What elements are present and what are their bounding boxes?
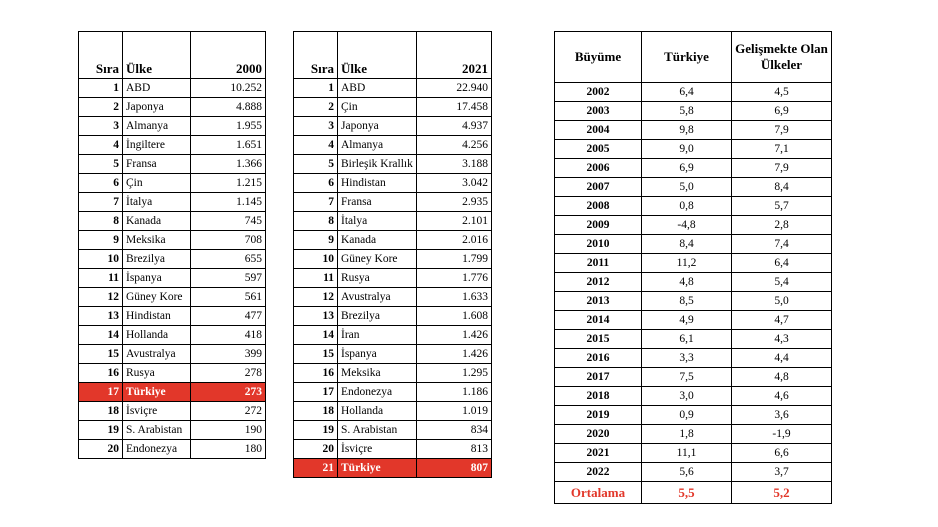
table-row	[79, 155, 266, 174]
turkey-growth-cell: 6,9	[642, 159, 732, 178]
country-cell: Hindistan	[338, 174, 417, 193]
average-developing: 5,2	[732, 482, 832, 504]
table-row	[294, 307, 492, 326]
rank-cell: 17	[79, 383, 123, 402]
country-cell: Güney Kore	[123, 288, 191, 307]
country-cell: Japonya	[338, 117, 417, 136]
country-cell: Fransa	[123, 155, 191, 174]
country-cell: Kanada	[123, 212, 191, 231]
column-header-growth: Büyüme	[555, 32, 642, 83]
country-cell: Rusya	[123, 364, 191, 383]
table-row	[294, 98, 492, 117]
table-row	[555, 368, 832, 387]
year-cell: 2006	[555, 159, 642, 178]
developing-growth-cell: 4,8	[732, 368, 832, 387]
table-row	[79, 231, 266, 250]
developing-growth-cell: 4,3	[732, 330, 832, 349]
value-cell: 834	[417, 421, 492, 440]
rank-cell: 11	[294, 269, 338, 288]
average-turkey: 5,5	[642, 482, 732, 504]
rank-cell: 20	[79, 440, 123, 459]
table-row	[294, 193, 492, 212]
year-cell: 2017	[555, 368, 642, 387]
rank-cell: 18	[79, 402, 123, 421]
developing-growth-cell: 5,0	[732, 292, 832, 311]
rank-cell: 5	[294, 155, 338, 174]
value-cell: 1.186	[417, 383, 492, 402]
value-cell: 1.776	[417, 269, 492, 288]
table-row	[294, 364, 492, 383]
rank-cell: 6	[79, 174, 123, 193]
rank-cell: 8	[294, 212, 338, 231]
table-row	[555, 216, 832, 235]
table-row	[294, 345, 492, 364]
value-cell: 708	[191, 231, 266, 250]
rank-cell: 10	[294, 250, 338, 269]
value-cell: 180	[191, 440, 266, 459]
country-cell: ABD	[123, 79, 191, 98]
value-cell: 4.937	[417, 117, 492, 136]
value-cell: 655	[191, 250, 266, 269]
value-cell: 4.256	[417, 136, 492, 155]
turkey-growth-cell: 6,1	[642, 330, 732, 349]
turkey-growth-cell: 3,3	[642, 349, 732, 368]
year-cell: 2011	[555, 254, 642, 273]
turkey-growth-cell: 5,8	[642, 102, 732, 121]
table-row	[79, 269, 266, 288]
value-cell: 273	[191, 383, 266, 402]
year-cell: 2020	[555, 425, 642, 444]
rank-cell: 18	[294, 402, 338, 421]
turkey-growth-cell: 8,5	[642, 292, 732, 311]
year-cell: 2004	[555, 121, 642, 140]
table-row	[79, 117, 266, 136]
table-row	[555, 349, 832, 368]
table-row	[555, 83, 832, 102]
table-row	[79, 421, 266, 440]
year-cell: 2022	[555, 463, 642, 482]
rank-cell: 20	[294, 440, 338, 459]
table-row	[294, 250, 492, 269]
developing-growth-cell: 7,9	[732, 121, 832, 140]
developing-growth-cell: 5,4	[732, 273, 832, 292]
country-cell: Meksika	[338, 364, 417, 383]
value-cell: 1.145	[191, 193, 266, 212]
value-cell: 1.426	[417, 326, 492, 345]
rank-cell: 17	[294, 383, 338, 402]
table-row	[555, 292, 832, 311]
value-cell: 745	[191, 212, 266, 231]
rank-cell: 6	[294, 174, 338, 193]
turkey-growth-cell: 1,8	[642, 425, 732, 444]
country-cell: İran	[338, 326, 417, 345]
rank-cell: 2	[294, 98, 338, 117]
turkey-growth-cell: 4,8	[642, 273, 732, 292]
year-cell: 2015	[555, 330, 642, 349]
country-cell: Güney Kore	[338, 250, 417, 269]
country-cell: Brezilya	[123, 250, 191, 269]
rank-cell: 19	[294, 421, 338, 440]
header-row	[294, 32, 492, 79]
developing-growth-cell: 6,6	[732, 444, 832, 463]
rank-cell: 9	[79, 231, 123, 250]
turkey-growth-cell: 4,9	[642, 311, 732, 330]
table-row	[294, 79, 492, 98]
turkey-growth-cell: 9,0	[642, 140, 732, 159]
table-row	[79, 307, 266, 326]
rank-cell: 11	[79, 269, 123, 288]
country-cell: İsviçre	[123, 402, 191, 421]
table-row	[79, 402, 266, 421]
value-cell: 477	[191, 307, 266, 326]
table-row	[294, 231, 492, 250]
rank-cell: 12	[79, 288, 123, 307]
country-cell: S. Arabistan	[123, 421, 191, 440]
table-row	[294, 402, 492, 421]
developing-growth-cell: 7,4	[732, 235, 832, 254]
value-cell: 1.426	[417, 345, 492, 364]
table-row	[79, 98, 266, 117]
column-header-country: Ülke	[123, 32, 191, 79]
country-cell: İspanya	[338, 345, 417, 364]
year-cell: 2012	[555, 273, 642, 292]
rank-cell: 16	[79, 364, 123, 383]
value-cell: 1.215	[191, 174, 266, 193]
year-cell: 2010	[555, 235, 642, 254]
country-cell: Çin	[338, 98, 417, 117]
rank-cell: 12	[294, 288, 338, 307]
value-cell: 2.101	[417, 212, 492, 231]
table-row	[79, 288, 266, 307]
rank-cell: 7	[79, 193, 123, 212]
turkey-growth-cell: -4,8	[642, 216, 732, 235]
value-cell: 272	[191, 402, 266, 421]
year-cell: 2021	[555, 444, 642, 463]
turkey-growth-cell: 7,5	[642, 368, 732, 387]
table-row	[79, 440, 266, 459]
value-cell: 561	[191, 288, 266, 307]
table-row	[555, 406, 832, 425]
country-cell: Endonezya	[123, 440, 191, 459]
rank-cell: 10	[79, 250, 123, 269]
column-header-developing: Gelişmekte Olan Ülkeler	[732, 32, 832, 83]
developing-growth-cell: 3,6	[732, 406, 832, 425]
column-header-rank: Sıra	[294, 32, 338, 79]
table-row	[555, 463, 832, 482]
rank-cell: 14	[79, 326, 123, 345]
year-cell: 2014	[555, 311, 642, 330]
table-row	[294, 174, 492, 193]
turkey-growth-cell: 3,0	[642, 387, 732, 406]
country-cell: Hollanda	[338, 402, 417, 421]
value-cell: 418	[191, 326, 266, 345]
country-cell: Hollanda	[123, 326, 191, 345]
value-cell: 807	[417, 459, 492, 478]
country-cell: Türkiye	[338, 459, 417, 478]
table-row	[294, 155, 492, 174]
value-cell: 813	[417, 440, 492, 459]
country-cell: İngiltere	[123, 136, 191, 155]
value-cell: 278	[191, 364, 266, 383]
country-cell: İtalya	[338, 212, 417, 231]
value-cell: 4.888	[191, 98, 266, 117]
value-cell: 1.295	[417, 364, 492, 383]
turkey-growth-cell: 0,8	[642, 197, 732, 216]
value-cell: 399	[191, 345, 266, 364]
year-cell: 2008	[555, 197, 642, 216]
turkey-growth-cell: 9,8	[642, 121, 732, 140]
table-row	[294, 136, 492, 155]
rank-cell: 14	[294, 326, 338, 345]
table-row	[555, 178, 832, 197]
rank-cell: 3	[294, 117, 338, 136]
header-row	[79, 32, 266, 79]
developing-growth-cell: 2,8	[732, 216, 832, 235]
table-row	[79, 326, 266, 345]
country-cell: Brezilya	[338, 307, 417, 326]
table-row	[294, 421, 492, 440]
country-cell: Almanya	[123, 117, 191, 136]
turkey-growth-cell: 11,1	[642, 444, 732, 463]
year-cell: 2013	[555, 292, 642, 311]
column-header-turkey: Türkiye	[642, 32, 732, 83]
developing-growth-cell: 4,5	[732, 83, 832, 102]
column-header-country: Ülke	[338, 32, 417, 79]
country-cell: Kanada	[338, 231, 417, 250]
column-header-rank: Sıra	[79, 32, 123, 79]
country-cell: İtalya	[123, 193, 191, 212]
table-row	[555, 311, 832, 330]
turkey-growth-cell: 11,2	[642, 254, 732, 273]
developing-growth-cell: -1,9	[732, 425, 832, 444]
table-row	[79, 174, 266, 193]
developing-growth-cell: 4,4	[732, 349, 832, 368]
country-cell: Türkiye	[123, 383, 191, 402]
rank-cell: 4	[79, 136, 123, 155]
table-row	[79, 364, 266, 383]
table-row	[79, 193, 266, 212]
value-cell: 2.016	[417, 231, 492, 250]
turkey-growth-cell: 5,6	[642, 463, 732, 482]
value-cell: 22.940	[417, 79, 492, 98]
year-cell: 2016	[555, 349, 642, 368]
table-row	[79, 250, 266, 269]
year-cell: 2005	[555, 140, 642, 159]
rank-cell: 7	[294, 193, 338, 212]
country-cell: Avustralya	[338, 288, 417, 307]
developing-growth-cell: 6,4	[732, 254, 832, 273]
table-row	[555, 254, 832, 273]
country-cell: ABD	[338, 79, 417, 98]
year-cell: 2002	[555, 83, 642, 102]
country-cell: Çin	[123, 174, 191, 193]
ranking-2021-body	[294, 79, 492, 478]
value-cell: 1.019	[417, 402, 492, 421]
developing-growth-cell: 5,7	[732, 197, 832, 216]
developing-growth-cell: 4,6	[732, 387, 832, 406]
table-row	[294, 288, 492, 307]
value-cell: 1.366	[191, 155, 266, 174]
table-row	[555, 330, 832, 349]
developing-growth-cell: 7,9	[732, 159, 832, 178]
value-cell: 17.458	[417, 98, 492, 117]
table-row	[294, 212, 492, 231]
turkey-growth-cell: 5,0	[642, 178, 732, 197]
rank-cell: 3	[79, 117, 123, 136]
average-label: Ortalama	[555, 482, 642, 504]
year-cell: 2003	[555, 102, 642, 121]
rank-cell: 4	[294, 136, 338, 155]
country-cell: Hindistan	[123, 307, 191, 326]
table-row	[294, 117, 492, 136]
country-cell: Meksika	[123, 231, 191, 250]
table-row	[79, 136, 266, 155]
average-row	[555, 482, 832, 504]
growth-body	[555, 83, 832, 482]
country-cell: Avustralya	[123, 345, 191, 364]
table-row	[555, 235, 832, 254]
table-row	[555, 425, 832, 444]
table-row	[555, 387, 832, 406]
developing-growth-cell: 7,1	[732, 140, 832, 159]
rank-cell: 21	[294, 459, 338, 478]
ranking-2000-body	[79, 79, 266, 459]
column-header-year: 2000	[191, 32, 266, 79]
country-cell: Birleşik Krallık	[338, 155, 417, 174]
year-cell: 2018	[555, 387, 642, 406]
table-row	[555, 140, 832, 159]
turkey-growth-cell: 6,4	[642, 83, 732, 102]
country-cell: İsviçre	[338, 440, 417, 459]
table-row	[294, 383, 492, 402]
value-cell: 1.633	[417, 288, 492, 307]
rank-cell: 15	[79, 345, 123, 364]
country-cell: Japonya	[123, 98, 191, 117]
table-row	[79, 345, 266, 364]
rank-cell: 1	[79, 79, 123, 98]
table-row	[555, 197, 832, 216]
country-cell: Fransa	[338, 193, 417, 212]
value-cell: 3.188	[417, 155, 492, 174]
year-cell: 2019	[555, 406, 642, 425]
country-cell: Rusya	[338, 269, 417, 288]
value-cell: 10.252	[191, 79, 266, 98]
country-cell: S. Arabistan	[338, 421, 417, 440]
value-cell: 1.955	[191, 117, 266, 136]
growth-table	[554, 31, 832, 504]
rank-cell: 5	[79, 155, 123, 174]
header-row	[555, 32, 832, 83]
value-cell: 3.042	[417, 174, 492, 193]
developing-growth-cell: 8,4	[732, 178, 832, 197]
value-cell: 597	[191, 269, 266, 288]
country-cell: Almanya	[338, 136, 417, 155]
country-cell: İspanya	[123, 269, 191, 288]
rank-cell: 13	[79, 307, 123, 326]
table-row-highlighted	[294, 459, 492, 478]
developing-growth-cell: 4,7	[732, 311, 832, 330]
table-row	[555, 102, 832, 121]
rank-cell: 15	[294, 345, 338, 364]
value-cell: 2.935	[417, 193, 492, 212]
year-cell: 2007	[555, 178, 642, 197]
value-cell: 1.799	[417, 250, 492, 269]
developing-growth-cell: 3,7	[732, 463, 832, 482]
turkey-growth-cell: 8,4	[642, 235, 732, 254]
table-row	[79, 212, 266, 231]
table-row	[555, 273, 832, 292]
table-row	[294, 326, 492, 345]
table-row	[555, 121, 832, 140]
table-row	[79, 79, 266, 98]
table-row	[555, 444, 832, 463]
year-cell: 2009	[555, 216, 642, 235]
rank-cell: 19	[79, 421, 123, 440]
rank-cell: 16	[294, 364, 338, 383]
developing-growth-cell: 6,9	[732, 102, 832, 121]
rank-cell: 9	[294, 231, 338, 250]
rank-cell: 1	[294, 79, 338, 98]
value-cell: 1.608	[417, 307, 492, 326]
rank-cell: 13	[294, 307, 338, 326]
rank-cell: 2	[79, 98, 123, 117]
ranking-table-2021	[293, 31, 492, 478]
table-row-highlighted	[79, 383, 266, 402]
turkey-growth-cell: 0,9	[642, 406, 732, 425]
rank-cell: 8	[79, 212, 123, 231]
column-header-year: 2021	[417, 32, 492, 79]
value-cell: 1.651	[191, 136, 266, 155]
ranking-table-2000	[78, 31, 266, 459]
table-row	[555, 159, 832, 178]
value-cell: 190	[191, 421, 266, 440]
table-row	[294, 269, 492, 288]
country-cell: Endonezya	[338, 383, 417, 402]
table-row	[294, 440, 492, 459]
